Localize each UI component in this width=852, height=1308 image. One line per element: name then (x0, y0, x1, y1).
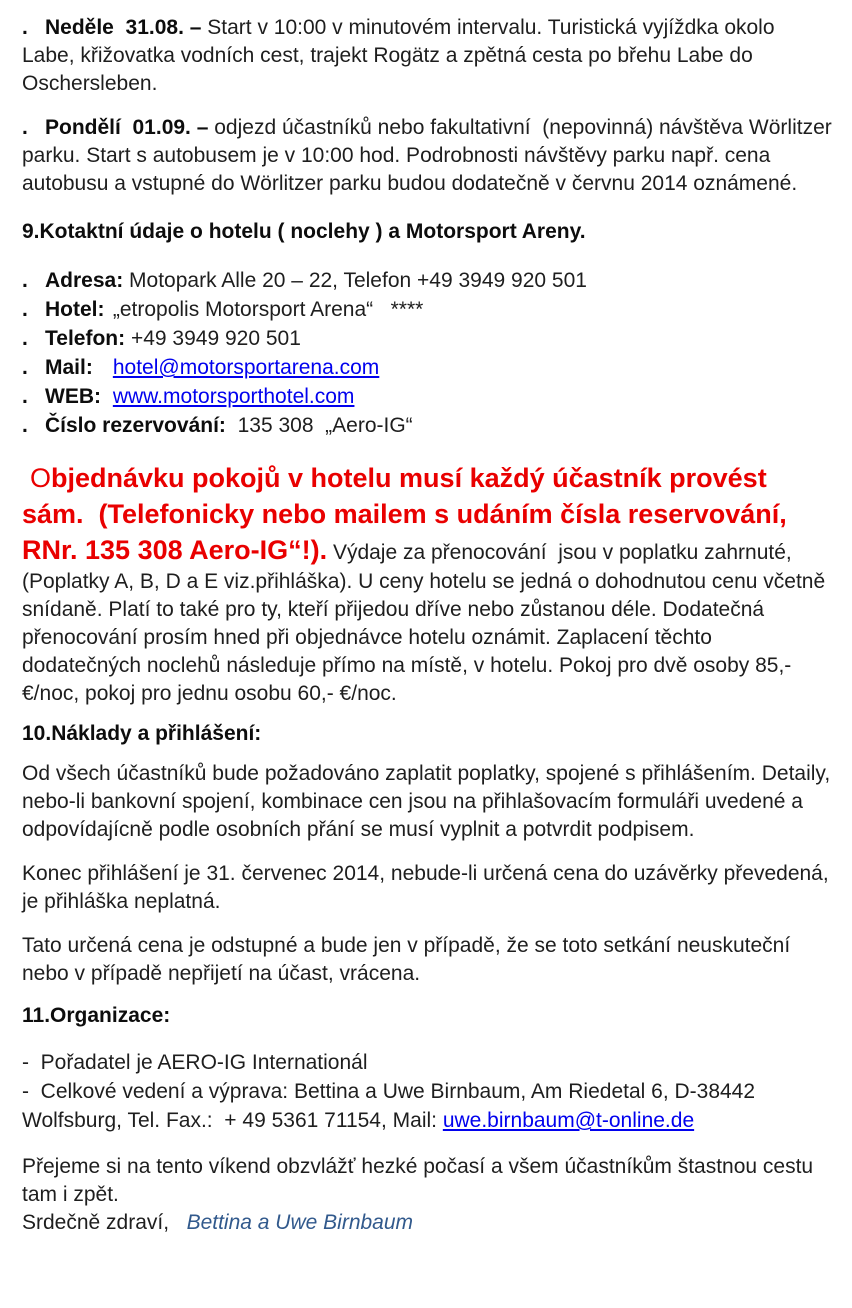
booking-notice-body-text: Výdaje za přenocování jsou v poplatku zahrnuté, (Poplatky A, B, D a E viz.přihláška). U ceny hotelu se jedná o dohodnutou cenu včetně snídaně. Platí to také pro ty, kteří přijedou dříve nebo zůstanou déle. Dodatečná přenocování prosím hned při objednávce hotelu oznámit. Zaplacení těchto dodatečných noclehů následuje přímo na místě, v hotelu. Pokoj pro dvě osoby 85,- €/noc, pokoj pro jednu osobu 60,- €/noc. (22, 541, 831, 705)
address-value: Motopark Alle 20 – 22, Telefon +49 3949 920 501 (129, 269, 587, 292)
costs-paragraph-refund: Tato určená cena je odstupné a bude jen v případě, že se toto setkání neuskuteční nebo v případě nepřijetí na účast, vrácena. (22, 934, 797, 985)
schedule-item-sunday (22, 14, 832, 98)
bullet-dot: . (22, 327, 28, 350)
address-label: Adresa: (45, 269, 124, 292)
bullet-dot: . (22, 16, 28, 39)
schedule-sunday-text: Start v 10:00 v minutovém intervalu. Turistická vyjíždka okolo Labe, křižovatka vodních cest, trajekt Rogätz a zpětná cesta po břehu Labe do Oschersleben. (22, 16, 781, 95)
booking-notice-red-body: bjednávku pokojů v hotelu musí každý účastník provést sám. (Telefonicky nebo mailem s udáním čísla reservování, RNr. 135 308 Aero-IG“!). (22, 463, 795, 565)
organizer-email-link[interactable]: uwe.birnbaum@t-online.de (442, 1109, 695, 1132)
costs-paragraph-deadline: Konec přihlášení je 31. červenec 2014, nebude-li určená cena do uzávěrky převedená, je přihláška neplatná. (22, 862, 835, 913)
organizer-item: - Pořadatel je AERO-IG Internationál (22, 1051, 368, 1074)
bullet-dot: . (22, 356, 28, 379)
phone-label: Telefon: (45, 327, 126, 350)
contact-row-phone (22, 324, 832, 353)
hotel-website-link[interactable]: www.motorsporthotel.com (112, 385, 355, 408)
management-item-text: - Celkové vedení a výprava: Bettina a Uwe Birnbaum, Am Riedetal 6, D-38442 Wolfsburg, Tel. Fax.: + 49 5361 71154, Mail: (22, 1080, 761, 1132)
signature-text: Bettina a Uwe Birnbaum (186, 1211, 414, 1234)
contact-row-web (22, 382, 832, 411)
schedule-sunday-label: Neděle 31.08. – (45, 16, 202, 39)
management-item (22, 1077, 832, 1135)
bullet-dot: . (22, 269, 28, 292)
contact-row-hotel (22, 295, 832, 324)
contact-row-address (22, 266, 832, 295)
phone-value: +49 3949 920 501 (130, 327, 301, 350)
bullet-dot: . (22, 385, 28, 408)
bullet-dot: . (22, 414, 28, 437)
booking-notice-paragraph (22, 460, 832, 708)
hotel-label: Hotel: (45, 298, 105, 321)
schedule-monday-label: Pondělí 01.09. – (45, 116, 209, 139)
schedule-item-monday (22, 114, 838, 198)
section-11-heading: 11.Organizace: (22, 1004, 171, 1027)
bullet-dot: . (22, 298, 28, 321)
closing-wish-paragraph: Přejeme si na tento víkend obzvlážť hezké počasí a všem účastníkům štastnou cestu tam i zpět. (22, 1155, 819, 1206)
outlined-letter-o: O (30, 463, 52, 493)
greeting-text: Srdečně zdraví, (22, 1211, 187, 1234)
section-10-heading: 10.Náklady a přihlášení: (22, 722, 262, 745)
contact-row-reservation-number (22, 411, 832, 440)
mail-label: Mail: (45, 356, 93, 379)
schedule-monday-text: odjezd účastníků nebo fakultativní (nepovinná) návštěva Wörlitzer parku. Start s autobusem je v 10:00 hod. Podrobnosti návštěvy parku např. cena autobusu a vstupné do Wörlitzer parku budou dodatečně v červnu 2014 oznámené. (22, 116, 838, 195)
reservation-number-label: Číslo rezervování: (45, 414, 226, 437)
contact-row-mail (22, 353, 832, 382)
hotel-value: „etropolis Motorsport Arena“ **** (112, 298, 424, 321)
costs-paragraph-fees: Od všech účastníků bude požadováno zaplatit poplatky, spojené s přihlášením. Detaily, nebo-li bankovní spojení, kombinace cen jsou na přihlašovacím formuláři uvedené a odpovídajícně podle osobních přání se musí vyplnit a potvrdit podpisem. (22, 762, 837, 841)
web-label: WEB: (45, 385, 101, 408)
reservation-number-value: 135 308 „Aero-IG“ (231, 414, 413, 437)
bullet-dot: . (22, 116, 28, 139)
hotel-email-link[interactable]: hotel@motorsportarena.com (112, 356, 380, 379)
section-9-heading: 9.Kotaktní údaje o hotelu ( noclehy ) a Motorsport Areny. (22, 220, 586, 243)
closing-greeting-line (22, 1209, 832, 1237)
hotel-contact-list (22, 266, 832, 440)
